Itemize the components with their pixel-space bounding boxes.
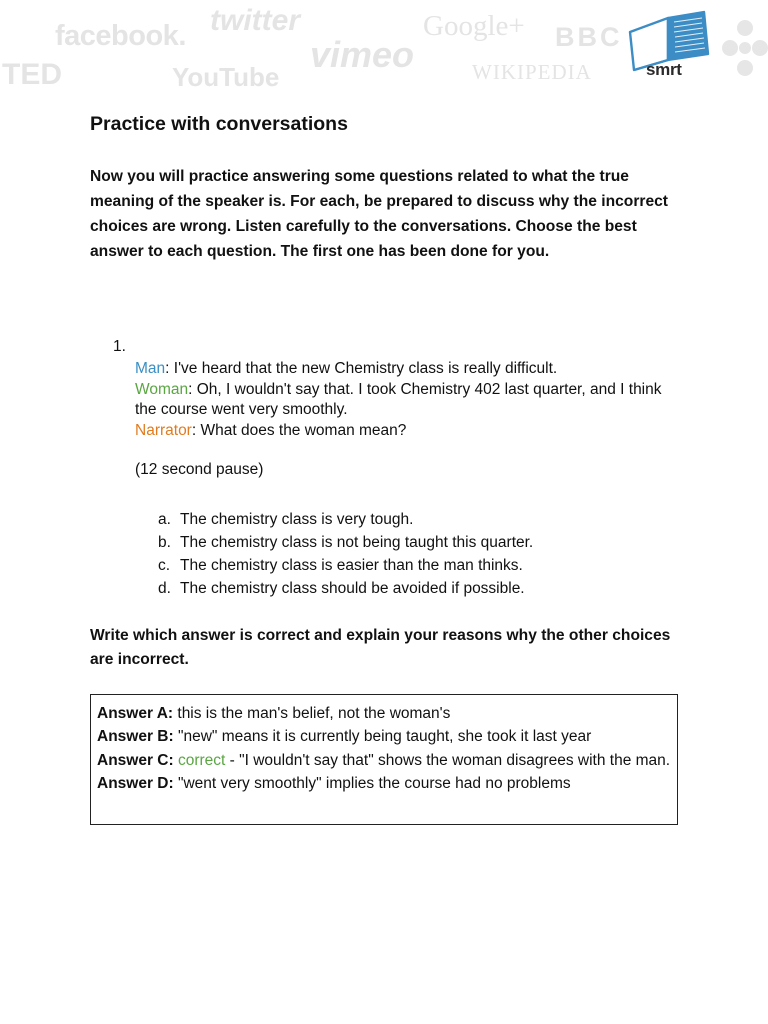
choice-d — [158, 577, 533, 600]
answer-label: Answer C: — [97, 751, 174, 769]
dialog-line-narrator — [135, 421, 665, 442]
dialog-separator: : — [191, 421, 201, 439]
answer-label: Answer B: — [97, 728, 174, 746]
speaker-woman: Woman — [135, 380, 189, 398]
pause-note: (12 second pause) — [135, 461, 264, 478]
ted-watermark: TED — [2, 58, 62, 90]
answer-text: - "I wouldn't say that" shows the woman disagrees with the man. — [225, 751, 671, 769]
answer-a — [97, 702, 671, 725]
answer-text: "new" means it is currently being taught, she took it last year — [173, 728, 592, 746]
bbc-watermark: BBC — [555, 22, 623, 52]
dialog-text: What does the woman mean? — [200, 421, 407, 439]
conversation-transcript — [135, 359, 665, 441]
cbc-gem-icon — [722, 18, 768, 78]
choice-text: The chemistry class is not being taught this quarter. — [180, 534, 534, 551]
choice-letter: c. — [158, 557, 171, 574]
answer-prompt: Write which answer is correct and explain your reasons why the other choices are incorrect. — [90, 627, 671, 668]
answer-box — [90, 694, 678, 825]
choice-text: The chemistry class is easier than the man thinks. — [180, 557, 523, 574]
answer-b — [97, 725, 671, 748]
choice-b — [158, 531, 533, 554]
dialog-text: I've heard that the new Chemistry class is really difficult. — [173, 360, 558, 377]
facebook-watermark: facebook. — [55, 20, 186, 52]
wikipedia-watermark: WIKIPEDIA — [472, 60, 592, 84]
choice-c — [158, 554, 533, 577]
answer-text: this is the man's belief, not the woman's — [173, 705, 451, 722]
answer-choices-list — [158, 508, 533, 600]
answer-text: "went very smoothly" implies the course had no problems — [173, 774, 571, 792]
twitter-watermark: twitter — [210, 4, 300, 37]
dialog-text: Oh, I wouldn't say that. I took Chemistry 402 last quarter, and I think the course went very smoothly. — [135, 380, 662, 419]
choice-letter: b. — [158, 534, 171, 551]
speaker-man: Man — [135, 360, 166, 377]
page-title: Practice with conversations — [90, 113, 348, 135]
choice-text: The chemistry class should be avoided if possible. — [180, 580, 525, 597]
google-watermark: Google+ — [423, 10, 525, 42]
speaker-narrator: Narrator — [135, 421, 192, 439]
smrt-logo-text: smrt — [646, 60, 682, 79]
dialog-separator: : — [188, 380, 197, 398]
choice-text: The chemistry class is very tough. — [180, 511, 414, 528]
youtube-watermark: YouTube — [172, 62, 280, 90]
choice-a — [158, 508, 533, 531]
answer-d — [97, 772, 671, 795]
answer-label: Answer D: — [97, 774, 174, 792]
choice-letter: a. — [158, 511, 171, 528]
dialog-line-woman — [135, 380, 665, 421]
vimeo-watermark: vimeo — [310, 34, 415, 75]
dialog-line-man — [135, 359, 665, 380]
answer-label: Answer A: — [97, 705, 174, 722]
dialog-separator: : — [165, 360, 174, 377]
correct-marker: correct — [173, 751, 226, 769]
instructions-paragraph: Now you will practice answering some questions related to what the true meaning of the speaker is. For each, be prepared to discuss why the incorrect choices are wrong. Listen carefully to the conversations. Choose the best answer to each question. The first one has been done for you. — [90, 168, 669, 260]
choice-letter: d. — [158, 580, 171, 597]
answer-c — [97, 749, 671, 772]
question-number: 1. — [113, 338, 126, 355]
